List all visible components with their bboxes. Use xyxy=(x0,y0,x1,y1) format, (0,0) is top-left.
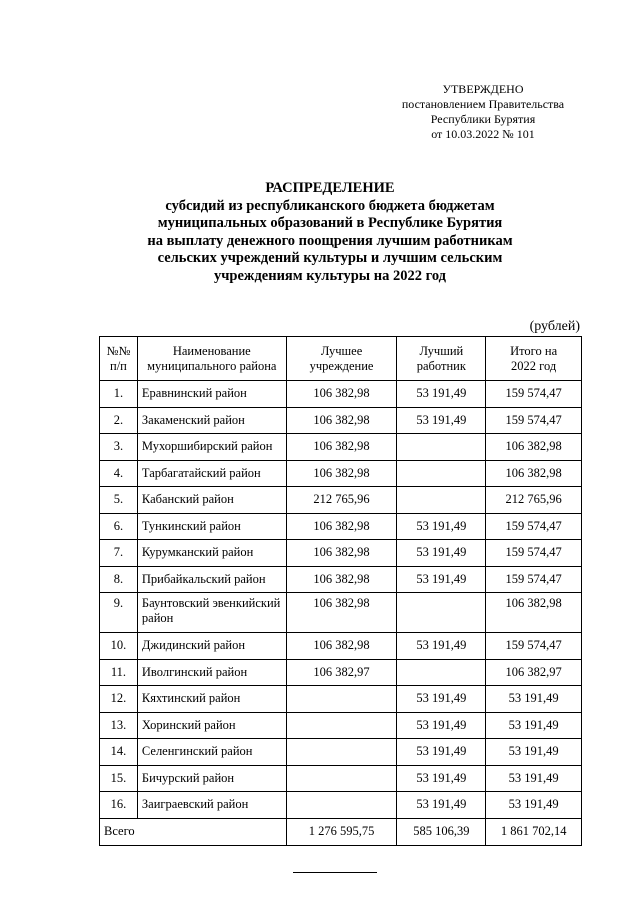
total-label: Всего xyxy=(100,818,287,845)
unit-label: (рублей) xyxy=(529,319,580,334)
header-name: Наименование муниципального района xyxy=(137,337,286,381)
table-row: 13. Хоринский район 53 191,49 53 191,49 xyxy=(100,712,582,739)
table-row: 7. Курумканский район 106 382,98 53 191,49 159 574,47 xyxy=(100,540,582,567)
approval-line: постановлением Правительства xyxy=(401,97,565,111)
header-worker: Лучший работник xyxy=(397,337,486,381)
approval-title: УТВЕРЖДЕНО xyxy=(442,82,524,96)
table-row: 1. Еравнинский район 106 382,98 53 191,49 159 574,47 xyxy=(100,381,582,408)
table-row: 15. Бичурский район 53 191,49 53 191,49 xyxy=(100,765,582,792)
heading-line: сельских учреждений культуры и лучшим сельским xyxy=(157,250,503,266)
total-sum: 1 861 702,14 xyxy=(486,818,582,845)
table-header-row xyxy=(100,337,582,381)
table-row: 10. Джидинский район 106 382,98 53 191,49 159 574,47 xyxy=(100,633,582,660)
heading-line: субсидий из республиканского бюджета бюджетам xyxy=(165,197,495,214)
table-row: 9. Баунтовский эвенкийский район 106 382,98 106 382,98 xyxy=(100,593,582,633)
heading-line: на выплату денежного поощрения лучшим работникам xyxy=(147,232,513,249)
table-row: 5. Кабанский район 212 765,96 212 765,96 xyxy=(100,487,582,514)
table-row: 2. Закаменский район 106 382,98 53 191,49 159 574,47 xyxy=(100,407,582,434)
header-institution: Лучшее учреждение xyxy=(286,337,397,381)
heading-line: учреждениям культуры на 2022 год xyxy=(214,267,446,284)
table-row: 4. Тарбагатайский район 106 382,98 106 382,98 xyxy=(100,460,582,487)
table-row: 11. Иволгинский район 106 382,97 106 382,97 xyxy=(100,659,582,686)
approval-date: от 10.03.2022 № 101 xyxy=(431,127,535,141)
approval-line: Республики Бурятия xyxy=(430,112,536,126)
total-institution: 1 276 595,75 xyxy=(286,818,397,845)
document-heading xyxy=(120,180,540,285)
header-num: №№ п/п xyxy=(100,337,138,381)
table-row: 8. Прибайкальский район 106 382,98 53 191,49 159 574,47 xyxy=(100,566,582,593)
heading-line: муниципальных образований в Республике Бурятия xyxy=(157,215,503,231)
footer-divider xyxy=(293,872,377,873)
approval-block xyxy=(392,82,574,142)
table-row: 6. Тункинский район 106 382,98 53 191,49 159 574,47 xyxy=(100,513,582,540)
table-row: 3. Мухоршибирский район 106 382,98 106 382,98 xyxy=(100,434,582,461)
heading-title: РАСПРЕДЕЛЕНИЕ xyxy=(265,180,395,196)
table-row: 14. Селенгинский район 53 191,49 53 191,49 xyxy=(100,739,582,766)
table-row: 12. Кяхтинский район 53 191,49 53 191,49 xyxy=(100,686,582,713)
table-row: 16. Заиграевский район 53 191,49 53 191,49 xyxy=(100,792,582,819)
header-total: Итого на 2022 год xyxy=(486,337,582,381)
total-worker: 585 106,39 xyxy=(397,818,486,845)
table-total-row xyxy=(100,818,582,845)
distribution-table xyxy=(99,336,582,846)
